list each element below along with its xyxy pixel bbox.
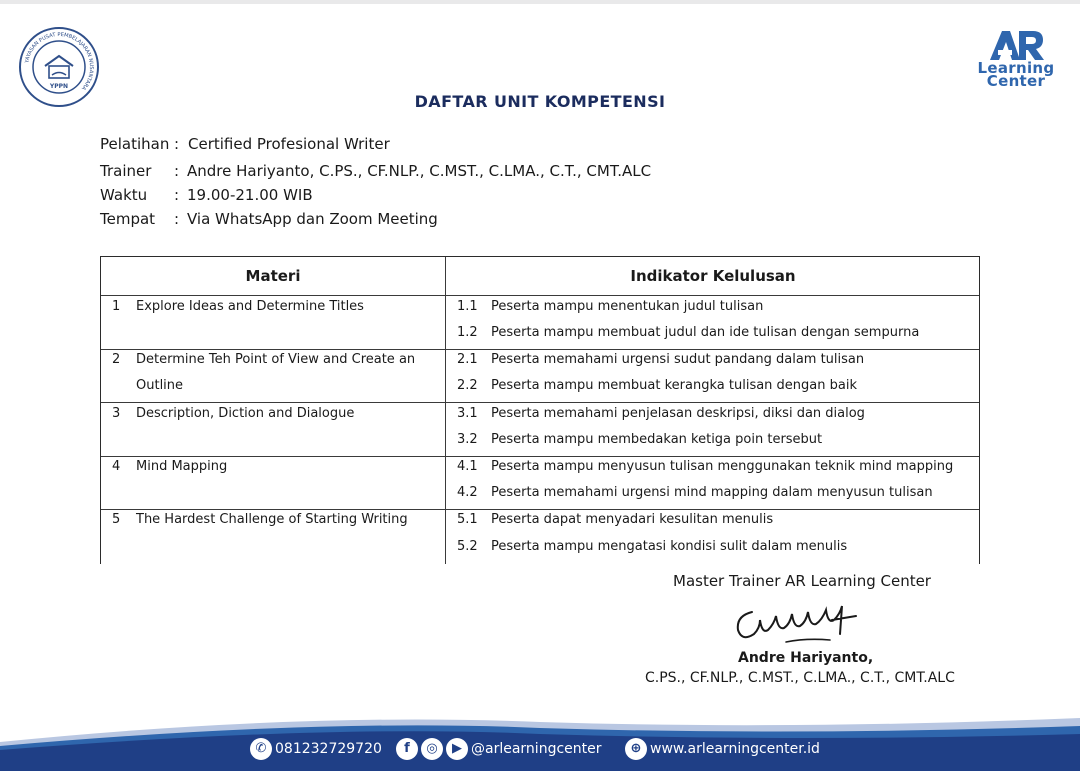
info-trainer-value: Andre Hariyanto, C.PS., CF.NLP., C.MST., C.LMA., C.T., CMT.ALC <box>187 162 652 180</box>
row-number: 5 <box>112 512 121 527</box>
footer-website-text: www.arlearningcenter.id <box>650 741 820 757</box>
footer-social-text: @arlearningcenter <box>471 741 602 757</box>
info-training-label: Pelatihan <box>100 135 170 153</box>
signature-title: Master Trainer AR Learning Center <box>673 572 931 590</box>
seal-ring-text: YAYASAN PUSAT PEMBELAJARAN NUSANTARA <box>24 31 95 91</box>
table-row-divider <box>101 456 979 457</box>
info-colon: : <box>174 135 180 153</box>
materi-text: The Hardest Challenge of Starting Writing <box>136 512 408 527</box>
indicator-number: 4.1 <box>457 459 478 474</box>
row-number: 1 <box>112 299 121 314</box>
indicator-text: Peserta mampu membuat judul dan ide tulisan dengan sempurna <box>491 325 920 340</box>
materi-text: Description, Diction and Dialogue <box>136 406 355 421</box>
instagram-icon: ◎ <box>421 738 443 760</box>
indicator-text: Peserta mampu membuat kerangka tulisan dengan baik <box>491 378 857 393</box>
info-place-label: Tempat <box>100 210 156 228</box>
indicator-number: 2.1 <box>457 352 478 367</box>
youtube-icon: ▶ <box>446 738 468 760</box>
table-header-divider <box>101 295 979 296</box>
indicator-text: Peserta memahami urgensi mind mapping dalam menyusun tulisan <box>491 485 933 500</box>
logo-line-learning: Learning <box>977 59 1055 77</box>
certificate-page <box>0 4 1080 767</box>
footer-phone[interactable] <box>250 737 382 761</box>
facebook-icon: f <box>396 738 418 760</box>
materi-text: Mind Mapping <box>136 459 228 474</box>
indicator-number: 4.2 <box>457 485 478 500</box>
row-number: 2 <box>112 352 121 367</box>
footer-website[interactable] <box>625 737 820 761</box>
info-time-value: 19.00-21.00 WIB <box>187 186 313 204</box>
indicator-text: Peserta mampu mengatasi kondisi sulit dalam menulis <box>491 539 848 554</box>
row-number: 3 <box>112 406 121 421</box>
footer-social[interactable] <box>396 737 602 761</box>
phone-icon: ✆ <box>250 738 272 760</box>
header-indikator: Indikator Kelulusan <box>630 267 796 285</box>
indicator-text: Peserta dapat menyadari kesulitan menulis <box>491 512 774 527</box>
row-number: 4 <box>112 459 121 474</box>
ar-learning-center-logo <box>970 28 1062 88</box>
indicator-number: 1.2 <box>457 325 478 340</box>
info-trainer-label: Trainer <box>100 162 152 180</box>
seal-abbr: YPPN <box>49 83 69 90</box>
info-colon: : <box>174 162 180 180</box>
table-column-divider <box>445 257 446 564</box>
table-row-divider <box>101 349 979 350</box>
indicator-number: 2.2 <box>457 378 478 393</box>
footer-phone-text: 081232729720 <box>275 741 382 757</box>
info-place-value: Via WhatsApp dan Zoom Meeting <box>187 210 438 228</box>
globe-icon: ⊕ <box>625 738 647 760</box>
indicator-number: 5.2 <box>457 539 478 554</box>
indicator-text: Peserta mampu menyusun tulisan menggunakan teknik mind mapping <box>491 459 954 474</box>
indicator-number: 5.1 <box>457 512 478 527</box>
signature-credentials: C.PS., CF.NLP., C.MST., C.LMA., C.T., CMT.ALC <box>645 670 955 686</box>
indicator-text: Peserta memahami urgensi sudut pandang dalam tulisan <box>491 352 865 367</box>
info-training-value: Certified Profesional Writer <box>188 135 390 153</box>
materi-text-continued: Outline <box>136 378 184 393</box>
info-colon: : <box>174 210 180 228</box>
indicator-text: Peserta mampu membedakan ketiga poin tersebut <box>491 432 823 447</box>
indicator-text: Peserta memahami penjelasan deskripsi, diksi dan dialog <box>491 406 865 421</box>
header-materi: Materi <box>245 267 301 285</box>
logo-line-center: Center <box>986 72 1046 90</box>
table-row-divider <box>101 509 979 510</box>
document-title: DAFTAR UNIT KOMPETENSI <box>414 92 666 111</box>
competency-table <box>100 256 980 564</box>
info-colon: : <box>174 186 180 204</box>
indicator-number: 3.2 <box>457 432 478 447</box>
signature-name: Andre Hariyanto, <box>738 650 874 666</box>
table-row-divider <box>101 402 979 403</box>
materi-text: Determine Teh Point of View and Create an <box>136 352 416 367</box>
handwritten-signature <box>730 594 880 650</box>
ar-logo-mark <box>986 28 1046 62</box>
indicator-text: Peserta mampu menentukan judul tulisan <box>491 299 764 314</box>
indicator-number: 3.1 <box>457 406 478 421</box>
materi-text: Explore Ideas and Determine Titles <box>136 299 364 314</box>
indicator-number: 1.1 <box>457 299 478 314</box>
info-time-label: Waktu <box>100 186 148 204</box>
